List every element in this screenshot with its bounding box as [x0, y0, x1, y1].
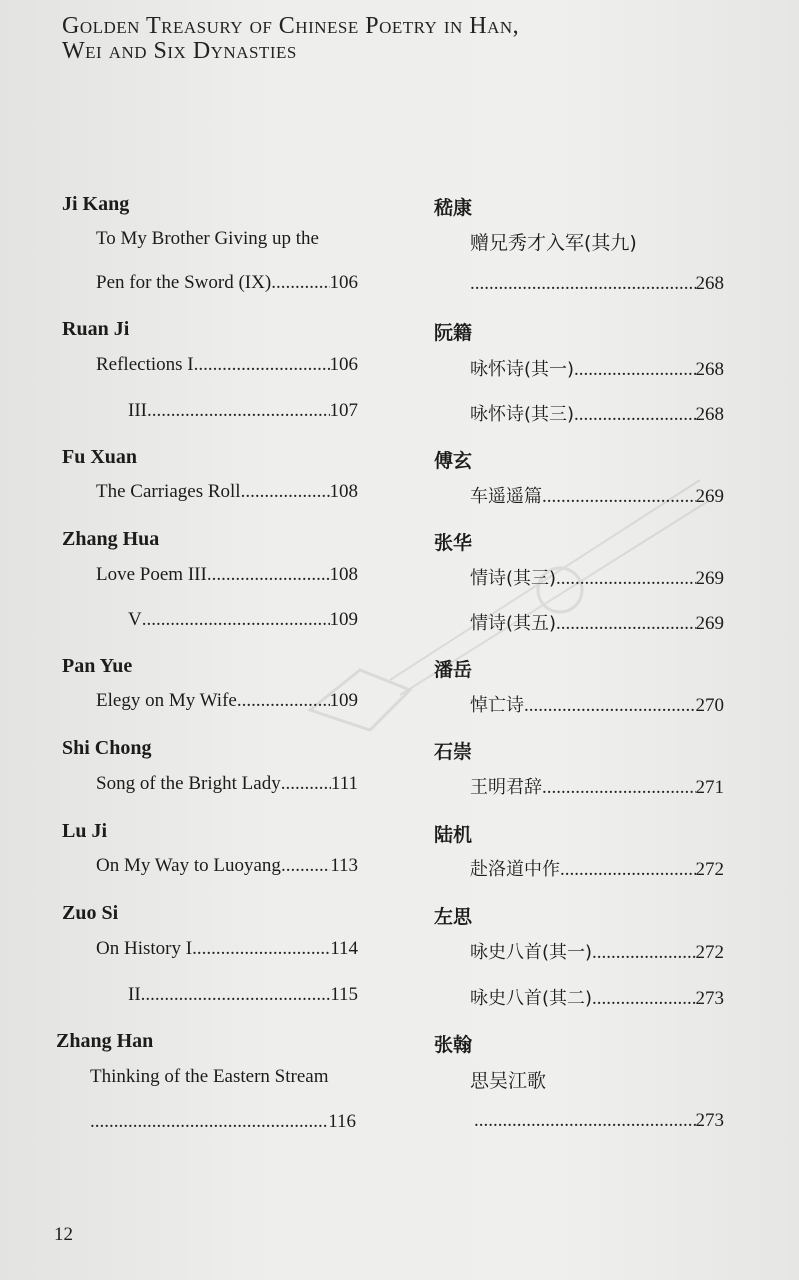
page-ref: 108 [329, 481, 358, 502]
poem-title: 咏怀诗(其三) [470, 404, 575, 425]
poem-title-line: To My Brother Giving up the [96, 228, 319, 249]
poem-title: On History I [96, 938, 193, 959]
leader-dots [194, 354, 330, 376]
page-ref: 268 [695, 273, 724, 294]
toc-entry[interactable] [470, 855, 724, 881]
poet-name-pan-yue: Pan Yue [62, 655, 133, 677]
toc-entry[interactable] [96, 564, 358, 586]
page-ref: 269 [695, 486, 724, 507]
poem-title-line: Thinking of the Eastern Stream [90, 1066, 329, 1087]
leader-dots [281, 855, 330, 877]
page-ref: 109 [329, 609, 358, 630]
poem-title: Love Poem III [96, 564, 207, 585]
page-ref: 116 [328, 1111, 356, 1132]
leader-dots [237, 690, 330, 712]
page-ref: 109 [329, 690, 358, 711]
poet-name-zh: 张翰 [434, 1034, 473, 1056]
poet-name-shi-chong: Shi Chong [62, 737, 152, 759]
toc-entry[interactable] [470, 564, 724, 590]
poem-title: 咏史八首(其二) [470, 988, 593, 1009]
leader-dots [592, 988, 695, 1010]
leader-dots [141, 984, 331, 1006]
toc-entry[interactable] [470, 482, 724, 508]
page-ref: 272 [695, 942, 724, 963]
page-ref: 268 [695, 404, 724, 425]
toc-entry[interactable] [128, 609, 358, 631]
poem-title: 咏怀诗(其一) [470, 359, 575, 380]
poem-title: 情诗(其五) [470, 613, 557, 634]
toc-entry[interactable] [96, 272, 358, 294]
poem-title: Reflections I [96, 354, 194, 375]
poem-title: Elegy on My Wife [96, 690, 237, 711]
page-ref: 269 [695, 613, 724, 634]
poem-title: 情诗(其三) [470, 568, 557, 589]
poet-name-zh: 潘岳 [434, 659, 473, 681]
leader-dots [574, 359, 695, 381]
leader-dots [470, 273, 696, 295]
toc-entry[interactable] [90, 1111, 356, 1133]
toc-entry[interactable] [96, 938, 358, 960]
toc-entry[interactable] [96, 354, 358, 376]
running-header [62, 14, 519, 64]
leader-dots [592, 942, 695, 964]
poem-title: On My Way to Luoyang [96, 855, 281, 876]
poem-title: 赴洛道中作 [470, 859, 560, 880]
toc-entry[interactable] [470, 773, 724, 799]
page-ref: 273 [695, 1110, 724, 1131]
leader-dots [560, 859, 696, 881]
leader-dots [542, 777, 696, 799]
leader-dots [147, 400, 330, 422]
poet-name-fu-xuan: Fu Xuan [62, 446, 138, 468]
toc-entry[interactable] [470, 938, 724, 964]
toc-entry[interactable] [470, 355, 724, 381]
poet-name-zh: 阮籍 [434, 322, 473, 344]
poem-title: 车遥遥篇 [470, 486, 542, 507]
page-ref: 273 [695, 988, 724, 1009]
page-ref: 106 [329, 272, 358, 293]
poet-name-ruan-ji: Ruan Ji [62, 318, 130, 340]
toc-entry[interactable] [470, 691, 724, 717]
poet-name-zhang-hua: Zhang Hua [62, 528, 160, 550]
toc-entry[interactable] [128, 400, 358, 422]
toc-entry[interactable] [96, 690, 358, 712]
header-line-2: Wei and Six Dynasties [62, 38, 297, 64]
poem-title: Song of the Bright Lady [96, 773, 281, 794]
poem-title: III [128, 400, 147, 421]
leader-dots [281, 773, 331, 795]
poem-title: The Carriages Roll [96, 481, 241, 502]
toc-entry[interactable] [470, 984, 724, 1010]
leader-dots [524, 695, 696, 717]
toc-entry[interactable] [470, 609, 724, 635]
leader-dots [574, 404, 695, 426]
poem-title-line: 赠兄秀才入军(其九) [470, 232, 637, 254]
page-ref: 270 [695, 695, 724, 716]
leader-dots [271, 272, 329, 294]
poem-title: V [128, 609, 142, 630]
leader-dots [542, 486, 696, 508]
page-ref: 114 [330, 938, 358, 959]
page-ref: 111 [330, 773, 358, 794]
page-ref: 113 [330, 855, 358, 876]
poem-title: 咏史八首(其一) [470, 942, 593, 963]
page-number: 12 [54, 1224, 73, 1245]
leader-dots [207, 564, 330, 586]
leader-dots [556, 568, 695, 590]
page-ref: 106 [329, 354, 358, 375]
leader-dots [556, 613, 695, 635]
toc-entry[interactable] [96, 481, 358, 503]
poet-name-zh: 陆机 [434, 824, 473, 846]
toc-entry[interactable] [470, 400, 724, 426]
page-ref: 115 [330, 984, 358, 1005]
leader-dots [142, 609, 330, 631]
poem-title: II [128, 984, 141, 1005]
page-ref: 268 [695, 359, 724, 380]
poet-name-zuo-si: Zuo Si [62, 902, 119, 924]
poem-title-line: 思吴江歌 [470, 1070, 547, 1092]
poet-name-ji-kang: Ji Kang [62, 193, 130, 215]
toc-entry[interactable] [474, 1110, 724, 1132]
poet-name-zh: 嵇康 [434, 197, 473, 219]
header-line-1: Golden Treasury of Chinese Poetry in Han, [62, 13, 520, 39]
leader-dots [192, 938, 330, 960]
toc-entry[interactable] [96, 773, 358, 795]
leader-dots [90, 1111, 328, 1133]
poet-name-zh: 左思 [434, 906, 473, 928]
poem-title: 悼亡诗 [470, 695, 524, 716]
poet-name-zh: 张华 [434, 532, 473, 554]
poet-name-lu-ji: Lu Ji [62, 820, 108, 842]
page-ref: 271 [695, 777, 724, 798]
poem-title: 王明君辞 [470, 777, 542, 798]
page-ref: 272 [695, 859, 724, 880]
toc-entry[interactable] [128, 984, 358, 1006]
leader-dots [241, 481, 330, 503]
page-ref: 107 [329, 400, 358, 421]
poem-title: Pen for the Sword (IX) [96, 272, 272, 293]
page-ref: 108 [329, 564, 358, 585]
poet-name-zh: 石崇 [434, 741, 473, 763]
leader-dots [474, 1110, 696, 1132]
toc-entry[interactable] [96, 855, 358, 877]
toc-entry[interactable] [470, 273, 724, 295]
page-ref: 269 [695, 568, 724, 589]
poet-name-zh: 傅玄 [434, 450, 473, 472]
poet-name-zhang-han: Zhang Han [56, 1030, 154, 1052]
